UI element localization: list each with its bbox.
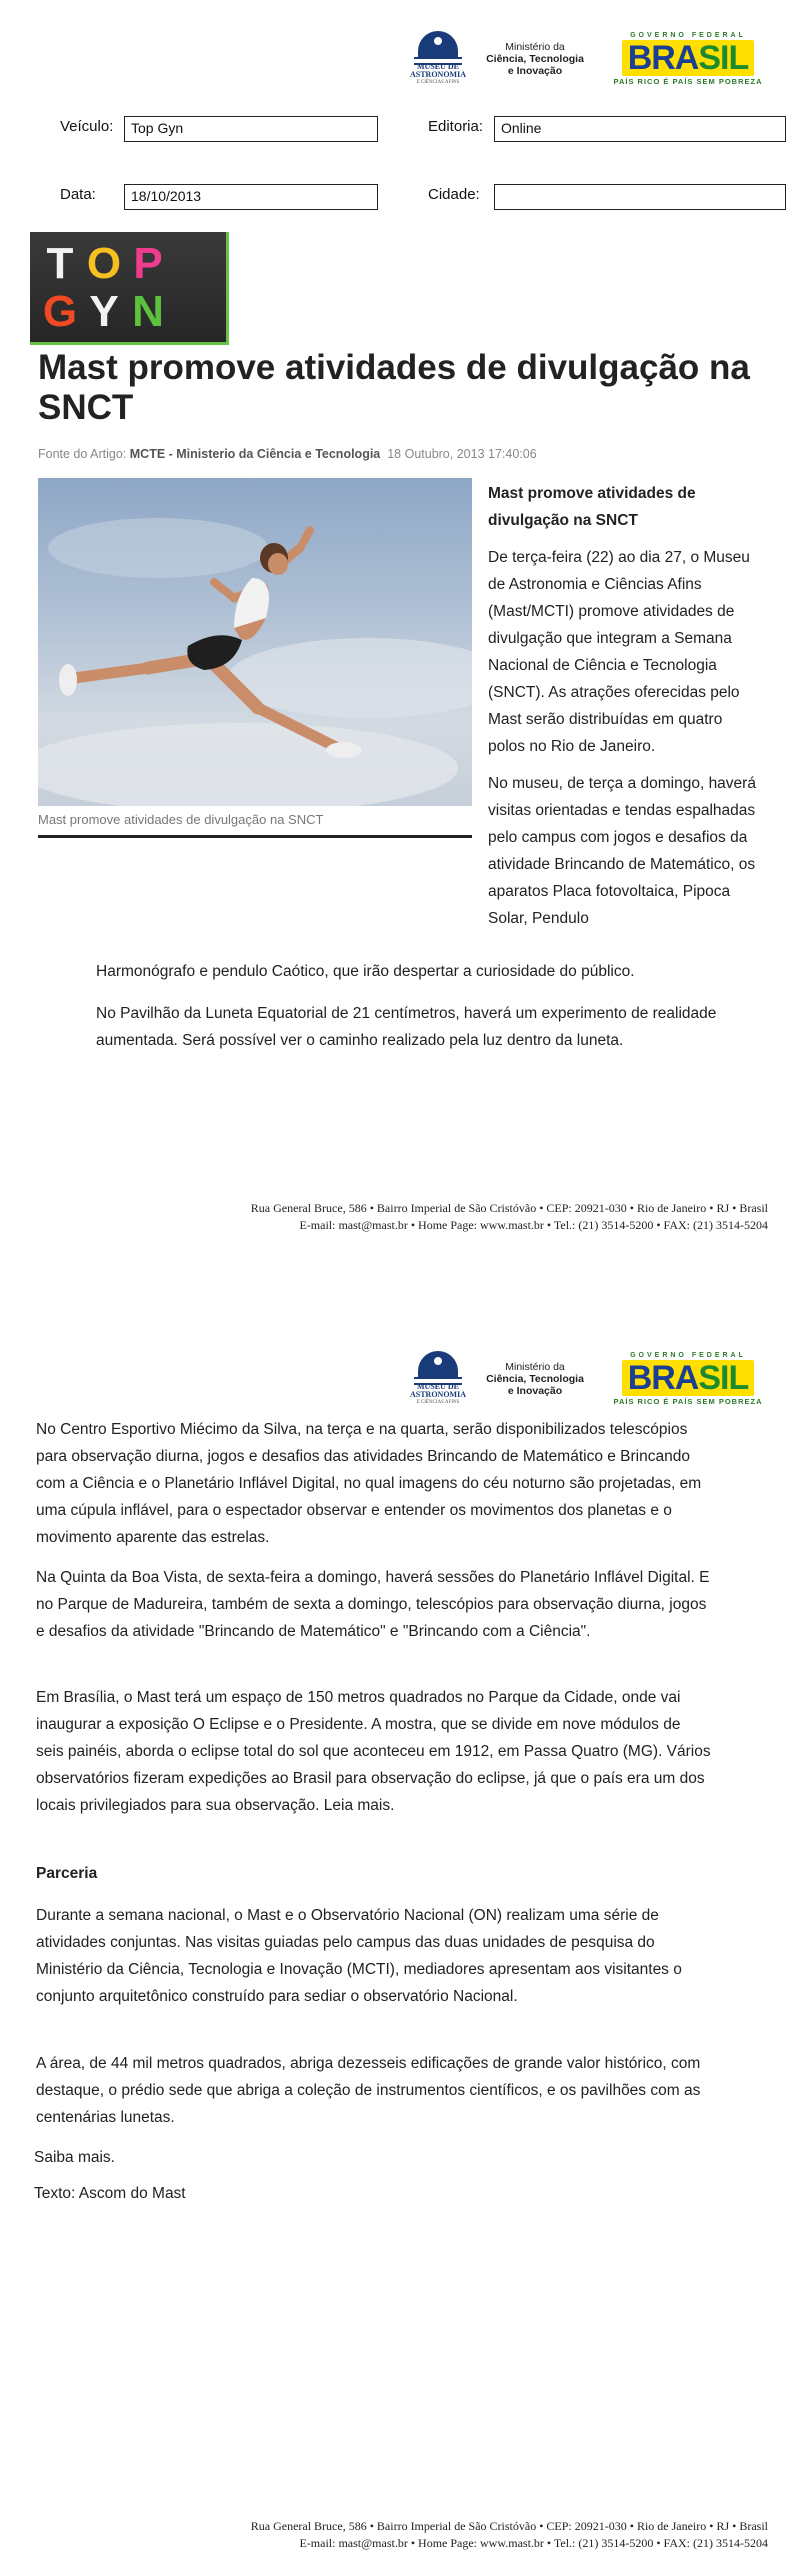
ministry-line3: e Inovação — [507, 1385, 563, 1397]
cidade-field — [494, 184, 786, 210]
brasil-wordmark — [622, 1360, 755, 1396]
logo-letter-p: P — [133, 239, 163, 288]
editoria-field: Online — [494, 116, 786, 142]
page-2 — [0, 1288, 800, 2576]
header-logos-page-2 — [406, 1346, 772, 1412]
mast-logo — [406, 1349, 470, 1409]
mast-logo-line2: ASTRONOMIA — [409, 70, 466, 79]
ministry-logo — [480, 41, 590, 77]
gov-brasil-logo — [604, 1352, 772, 1406]
editoria-label: Editoria: — [428, 118, 484, 135]
brasil-wordmark — [622, 40, 755, 76]
source-label: Fonte do Artigo: — [38, 447, 127, 461]
header-logos — [406, 26, 772, 92]
section-heading-parceria: Parceria — [36, 1865, 98, 1882]
page-1-footer — [148, 1200, 768, 1234]
mast-logo-line3: E CIÊNCIAS AFINS — [416, 80, 460, 85]
brasil-wordmark-a: BRA — [627, 1359, 699, 1397]
logo-letter-y: Y — [89, 287, 119, 336]
logo-letter-n: N — [132, 287, 164, 336]
ministry-line1: Ministério da — [505, 1361, 565, 1373]
saiba-mais-link[interactable]: Saiba mais. — [34, 2149, 115, 2166]
brasil-wordmark-b: SIL — [698, 39, 749, 77]
article-paragraph-5: Na Quinta da Boa Vista, de sexta-feira a domingo, haverá sessões do Planetário Inflável Digital. E no Parque de Madureira, também de sexta a domingo, telescópios para observação diurna, jogos e desafios da atividade "Brincando de Matemático" e "Brincando com a Ciência". — [36, 1569, 710, 1640]
brasil-wordmark-a: BRA — [627, 39, 699, 77]
brasil-wordmark-b: SIL — [698, 1359, 749, 1397]
footer-contact: E-mail: mast@mast.br • Home Page: www.mast.br • Tel.: (21) 3514-5200 • FAX: (21) 3514-5204 — [299, 2536, 768, 2550]
footer-contact: E-mail: mast@mast.br • Home Page: www.mast.br • Tel.: (21) 3514-5200 • FAX: (21) 3514-5204 — [299, 1218, 768, 1232]
gov-top-text: GOVERNO FEDERAL — [630, 1352, 746, 1359]
mast-logo-line1: MUSEU DE — [416, 1382, 459, 1391]
observatory-dome-icon — [418, 31, 458, 57]
article-title: Mast promove atividades de divulgação na SNCT — [38, 348, 750, 427]
article-photo — [38, 478, 472, 806]
photo-caption: Mast promove atividades de divulgação na SNCT — [38, 812, 324, 827]
cidade-label: Cidade: — [428, 186, 480, 203]
mast-logo-line3: E CIÊNCIAS AFINS — [416, 1400, 460, 1405]
article-credit: Texto: Ascom do Mast — [34, 2185, 186, 2202]
page-2-footer — [148, 2518, 768, 2552]
article-lead: Mast promove atividades de divulgação na SNCT — [488, 485, 696, 529]
ministry-logo — [480, 1361, 590, 1397]
gov-slogan: PAÍS RICO É PAÍS SEM POBREZA — [613, 77, 763, 86]
ministry-line1: Ministério da — [505, 41, 565, 53]
article-byline — [38, 447, 537, 461]
gov-slogan: PAÍS RICO É PAÍS SEM POBREZA — [613, 1397, 763, 1406]
article-timestamp: 18 Outubro, 2013 17:40:06 — [387, 447, 537, 461]
article-paragraph-3: No Pavilhão da Luneta Equatorial de 21 centímetros, haverá um experimento de realidade aumentada. Será possível ver o caminho realizado pela luz dentro da luneta. — [96, 1005, 717, 1049]
mast-logo — [406, 29, 470, 89]
source-value: MCTE - Ministerio da Ciência e Tecnologia — [129, 447, 381, 461]
gov-top-text: GOVERNO FEDERAL — [630, 32, 746, 39]
data-label: Data: — [60, 186, 96, 203]
article-paragraph-8: A área, de 44 mil metros quadrados, abriga dezesseis edificações de grande valor histórico, com destaque, o prédio sede que abriga a coleção de instrumentos científicos, e os pavilhões com as centenárias lunetas. — [36, 2055, 701, 2126]
ministry-line3: e Inovação — [507, 65, 563, 77]
ministry-line2: Ciência, Tecnologia — [486, 1373, 584, 1385]
logo-letter-g: G — [42, 287, 78, 336]
mast-logo-line2: ASTRONOMIA — [409, 1390, 466, 1399]
data-field: 18/10/2013 — [124, 184, 378, 210]
article-paragraph-7: Durante a semana nacional, o Mast e o Observatório Nacional (ON) realizam uma série de atividades conjuntas. Nas visitas guiadas pelo campus das duas unidades de pesquisa do Ministério da Ciência, Tecnologia e Inovação (MCTI), mediadores apresentam aos visitantes o conjunto arquitetônico construído para sediar o observatório Nacional. — [36, 1907, 682, 2005]
caption-divider — [38, 835, 472, 838]
article-paragraph-4: No Centro Esportivo Miécimo da Silva, na terça e na quarta, serão disponibilizados telescópios para observação diurna, jogos e desafios das atividades Brincando de Matemático e Brincando com a Ciência e o Planetário Inflável Digital, no qual imagens do céu noturno são projetadas, em uma cúpula inflável, para o espectador observar e entender os movimentos dos planetas e o movimento aparente das estrelas. — [36, 1421, 702, 1546]
article-paragraph-6: Em Brasília, o Mast terá um espaço de 150 metros quadrados no Parque da Cidade, onde vai inaugurar a exposição O Eclipse e o Presidente. A mostra, que se divide em nove módulos de seis painéis, aborda o eclipse total do sol que aconteceu em 1912, em Passa Quatro (MG). Vários observatórios fizeram expedições ao Brasil para observação do eclipse, já que o país era um dos locais privilegiados para sua observação. Leia mais. — [36, 1689, 711, 1814]
footer-address: Rua General Bruce, 586 • Bairro Imperial de São Cristóvão • CEP: 20921-030 • Rio de Janeiro • RJ • Brasil — [250, 2519, 768, 2533]
logo-letter-t: T — [46, 239, 74, 288]
article-paragraph-1: De terça-feira (22) ao dia 27, o Museu de Astronomia e Ciências Afins (Mast/MCTI) promove atividades de divulgação que integram a Semana Nacional de Ciência e Tecnologia (SNCT). As atrações oferecidas pelo Mast serão distribuídas em quatro polos no Rio de Janeiro. — [488, 549, 750, 755]
gov-brasil-logo — [604, 32, 772, 86]
jumping-woman-image — [38, 478, 472, 806]
logo-letter-o: O — [86, 239, 122, 288]
ministry-line2: Ciência, Tecnologia — [486, 53, 584, 65]
footer-address: Rua General Bruce, 586 • Bairro Imperial de São Cristóvão • CEP: 20921-030 • Rio de Janeiro • RJ • Brasil — [250, 1201, 768, 1215]
veiculo-label: Veículo: — [60, 118, 114, 135]
veiculo-field: Top Gyn — [124, 116, 378, 142]
article-paragraph-2a: No museu, de terça a domingo, haverá visitas orientadas e tendas espalhadas pelo campus com jogos e desafios da atividade Brincando de Matemático, os aparatos Placa fotovoltaica, Pipoca Solar, Pendulo — [488, 775, 756, 927]
article-side-column — [488, 480, 760, 942]
article-paragraph-2b: Harmonógrafo e pendulo Caótico, que irão despertar a curiosidade do público. — [96, 963, 635, 980]
mast-logo-line1: MUSEU DE — [416, 62, 459, 71]
observatory-dome-icon — [418, 1351, 458, 1377]
top-gyn-logo — [30, 232, 229, 345]
